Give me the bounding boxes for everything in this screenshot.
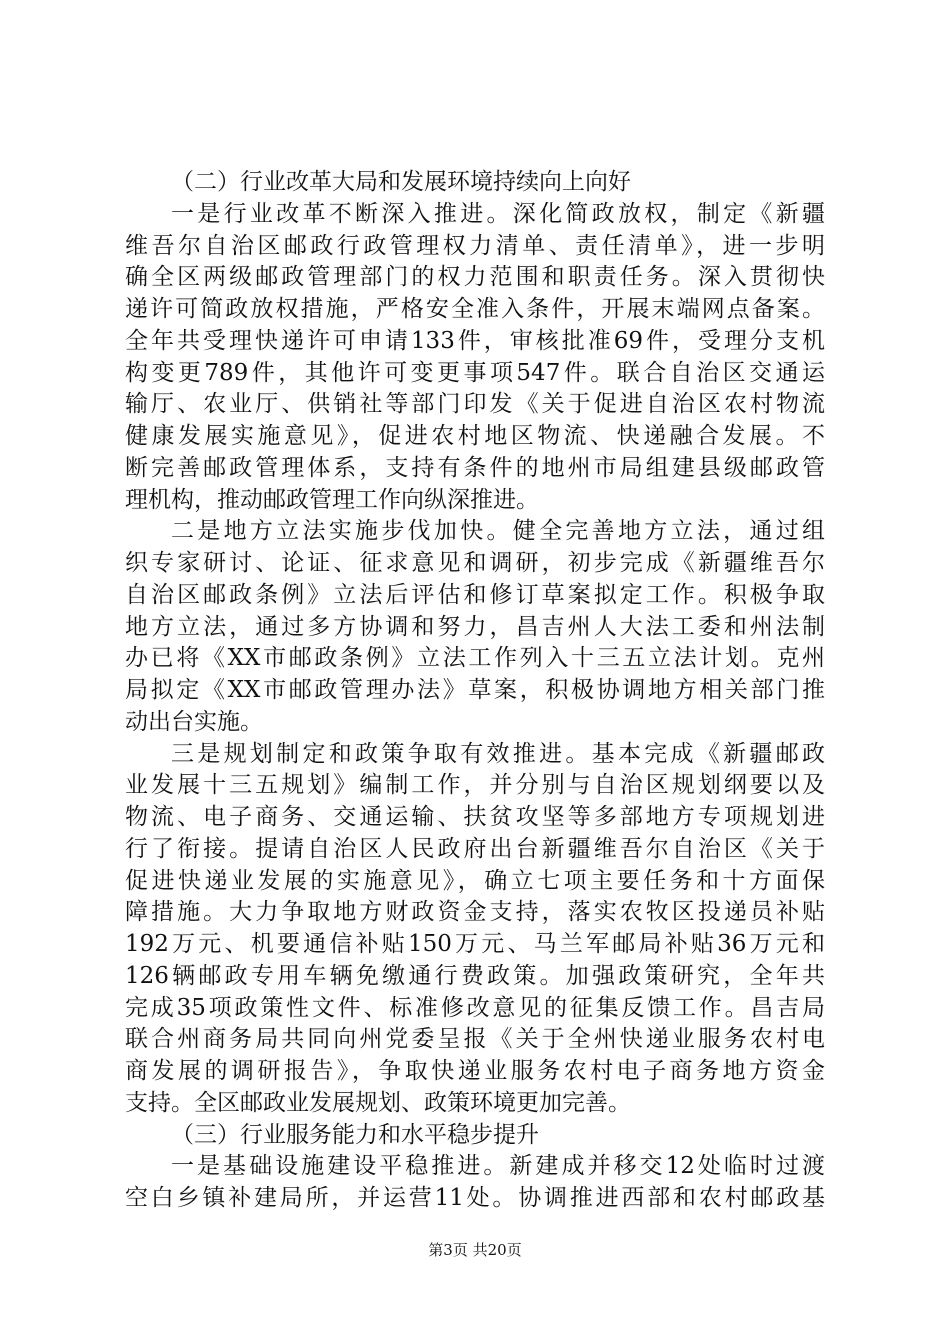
text-line: 输厅、农业厅、供销社等部门印发《关于促进自治区农村物流 bbox=[125, 391, 825, 418]
text-line: 确全区两级邮政管理部门的权力范围和职责任务。深入贯彻快 bbox=[125, 264, 825, 291]
text-line: 构变更789件，其他许可变更事项547件。联合自治区交通运 bbox=[125, 359, 825, 386]
text-line: 126辆邮政专用车辆免缴通行费政策。加强政策研究，全年共 bbox=[125, 962, 825, 989]
text-line: 商发展的调研报告》，争取快递业服务农村电子商务地方资金 bbox=[125, 1058, 825, 1084]
page-footer: 第3页 共20页 bbox=[428, 1241, 522, 1259]
text-line: 二是地方立法实施步伐加快。健全完善地方立法，通过组 bbox=[171, 518, 825, 545]
text-line: 理机构，推动邮政管理工作向纵深推进。 bbox=[125, 486, 539, 513]
text-line: 动出台实施。 bbox=[125, 708, 263, 735]
text-line: 完成35项政策性文件、标准修改意见的征集反馈工作。昌吉局 bbox=[125, 994, 825, 1021]
text-line: 空白乡镇补建局所，并运营11处。协调推进西部和农村邮政基 bbox=[125, 1185, 825, 1211]
text-line: 自治区邮政条例》立法后评估和修订草案拟定工作。积极争取 bbox=[125, 581, 825, 608]
text-line: 联合州商务局共同向州党委呈报《关于全州快递业服务农村电 bbox=[125, 1026, 825, 1053]
text-line: 局拟定《XX市邮政管理办法》草案，积极协调地方相关部门推 bbox=[125, 677, 825, 703]
text-line: 三是规划制定和政策争取有效推进。基本完成《新疆邮政 bbox=[171, 740, 825, 767]
section-heading: （二）行业改革大局和发展环境持续向上向好 bbox=[171, 169, 631, 195]
text-line: 192万元、机要通信补贴150万元、马兰军邮局补贴36万元和 bbox=[125, 931, 825, 957]
text-line: 地方立法，通过多方协调和努力，昌吉州人大法工委和州法制 bbox=[125, 613, 825, 640]
text-line: 支持。全区邮政业发展规划、政策环境更加完善。 bbox=[125, 1089, 631, 1116]
text-line: 维吾尔自治区邮政行政管理权力清单、责任清单》，进一步明 bbox=[125, 232, 825, 259]
text-line: 障措施。大力争取地方财政资金支持，落实农牧区投递员补贴 bbox=[125, 899, 825, 926]
document-body bbox=[125, 167, 825, 1215]
text-line: 一是行业改革不断深入推进。深化简政放权，制定《新疆 bbox=[171, 200, 825, 227]
text-line: 物流、电子商务、交通运输、扶贫攻坚等多部地方专项规划进 bbox=[125, 804, 825, 830]
text-line: 递许可简政放权措施，严格安全准入条件，开展末端网点备案。 bbox=[125, 296, 825, 322]
text-line: 全年共受理快递许可申请133件，审核批准69件，受理分支机 bbox=[125, 327, 825, 354]
text-line: 促进快递业发展的实施意见》，确立七项主要任务和十方面保 bbox=[125, 867, 825, 894]
text-line: 断完善邮政管理体系，支持有条件的地州市局组建县级邮政管 bbox=[125, 454, 825, 481]
text-line: 行了衔接。提请自治区人民政府出台新疆维吾尔自治区《关于 bbox=[125, 835, 825, 862]
text-line: 办已将《XX市邮政条例》立法工作列入十三五立法计划。克州 bbox=[125, 645, 825, 672]
section-heading: （三）行业服务能力和水平稳步提升 bbox=[171, 1121, 539, 1148]
text-line: 健康发展实施意见》，促进农村地区物流、快递融合发展。不 bbox=[125, 423, 825, 449]
text-line: 织专家研讨、论证、征求意见和调研，初步完成《新疆维吾尔 bbox=[125, 550, 825, 576]
text-line: 业发展十三五规划》编制工作，并分别与自治区规划纲要以及 bbox=[125, 772, 825, 799]
text-line: 一是基础设施建设平稳推进。新建成并移交12处临时过渡 bbox=[171, 1153, 825, 1180]
